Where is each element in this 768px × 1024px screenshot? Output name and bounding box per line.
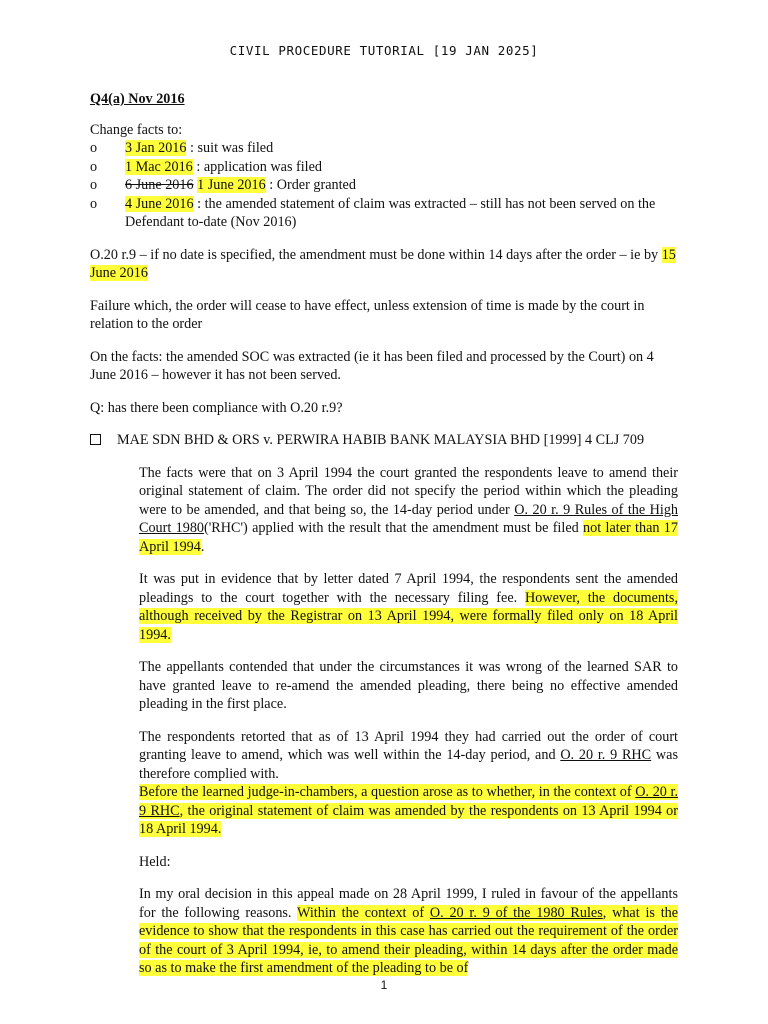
circle-bullet-icon: o — [90, 140, 98, 156]
text-run: ('RHC') applied with the result that the amendment must be filed — [204, 520, 584, 536]
fact-text: : Order granted — [265, 177, 356, 193]
highlighted-text: However, the documents, although received by the Registrar on 13 April 1994, were formally filed only on 18 April 1994. — [139, 589, 678, 643]
fact-date: 1 Mac 2016 — [125, 158, 193, 175]
text-run: was therefore complied with. — [139, 747, 678, 782]
document-body — [90, 90, 678, 978]
page-header: CIVIL PROCEDURE TUTORIAL [19 JAN 2025] — [229, 43, 539, 58]
page-number: 1 — [380, 978, 388, 992]
fact-date: 4 June 2016 — [125, 195, 194, 212]
case-paragraph-1 — [139, 464, 678, 557]
rule-reference: O. 20 r. 9 RHC — [139, 784, 679, 819]
fact-text: : suit was filed — [186, 140, 274, 156]
fact-date: 3 Jan 2016 — [125, 140, 187, 156]
rule-text: O.20 r.9 – if no date is specified, the amendment must be done within 14 days after the order – ie by — [90, 246, 662, 263]
rule-reference: O. 20 r. 9 Rules of the High Court 1980 — [139, 501, 679, 536]
fact-item — [90, 176, 678, 195]
struck-date: 6 June 2016 — [125, 177, 194, 193]
highlighted-text: , what is the evidence to show that the respondents in this case has carried out the requirement of the order of the court of 3 April 1994, ie, to amend their pleading, within 14 days after the order made so as to make the first amendment of the pleading to be of — [139, 904, 679, 976]
fact-item — [90, 139, 678, 158]
deadline-date: 15 June 2016 — [90, 246, 676, 281]
highlighted-text: , the original statement of claim was amended by the respondents on 13 April 1994 or 18 April 1994. — [139, 802, 678, 837]
text-run: It was put in evidence that by letter dated 7 April 1994, the respondents sent the amended pleadings to the court together with the necessary filing fee. — [139, 571, 678, 606]
case-paragraph-2 — [139, 570, 678, 644]
highlighted-text: not later than 17 April 1994 — [139, 520, 678, 555]
case-heading — [90, 431, 678, 450]
facts-list — [90, 139, 678, 232]
case-paragraph-5 — [139, 885, 678, 978]
text-run: . — [200, 538, 205, 555]
rule-reference: O. 20 r. 9 of the 1980 Rules — [429, 904, 603, 921]
text-run: The respondents retorted that as of 13 April 1994 they had carried out the order of court granting leave to amend, which was well within the 14-day period, and — [139, 728, 678, 763]
circle-bullet-icon: o — [90, 177, 98, 193]
circle-bullet-icon: o — [90, 158, 98, 175]
question-paragraph: Q: has there been compliance with O.20 r.9? — [90, 399, 343, 416]
checkbox-square-icon — [90, 434, 101, 445]
case-title: MAE SDN BHD & ORS v. PERWIRA HABIB BANK MALAYSIA BHD [1999] 4 CLJ 709 — [117, 432, 645, 448]
highlighted-text: Before the learned judge-in-chambers, a question arose as to whether, in the context of — [139, 784, 636, 800]
rule-paragraph — [90, 246, 678, 283]
text-run: In my oral decision in this appeal made on 28 April 1999, I ruled in favour of the appellants for the following reasons. — [139, 886, 678, 921]
case-paragraph-4 — [139, 728, 678, 839]
fact-item — [90, 158, 678, 177]
change-facts-label: Change facts to: — [90, 121, 183, 138]
highlighted-text: Within the context of — [297, 904, 430, 921]
change-facts-section — [90, 121, 678, 232]
rule-reference: O. 20 r. 9 RHC — [560, 747, 652, 763]
fact-item — [90, 195, 678, 232]
case-body — [139, 464, 678, 978]
fact-date: 1 June 2016 — [197, 177, 266, 193]
case-paragraph-3: The appellants contended that under the circumstances it was wrong of the learned SAR to have granted leave to re-amend the amended pleading, there being no effective amended pleading in the first place. — [139, 659, 678, 712]
text-run: The facts were that on 3 April 1994 the court granted the respondents leave to amend their original statement of claim. The order did not specify the period within which the pleading were to be amended, and that being so, the 14-day period under — [139, 464, 678, 518]
facts-paragraph: On the facts: the amended SOC was extracted (ie it has been filed and processed by the Court) on 4 June 2016 – however it has not been served. — [90, 348, 654, 383]
held-label: Held: — [139, 853, 171, 870]
fact-text: : the amended statement of claim was extracted – still has not been served on the Defendant to-date (Nov 2016) — [125, 195, 656, 230]
circle-bullet-icon: o — [90, 195, 98, 212]
failure-paragraph: Failure which, the order will cease to have effect, unless extension of time is made by the court in relation to the order — [90, 297, 645, 332]
fact-text: : application was filed — [192, 158, 323, 175]
question-title: Q4(a) Nov 2016 — [90, 91, 185, 107]
